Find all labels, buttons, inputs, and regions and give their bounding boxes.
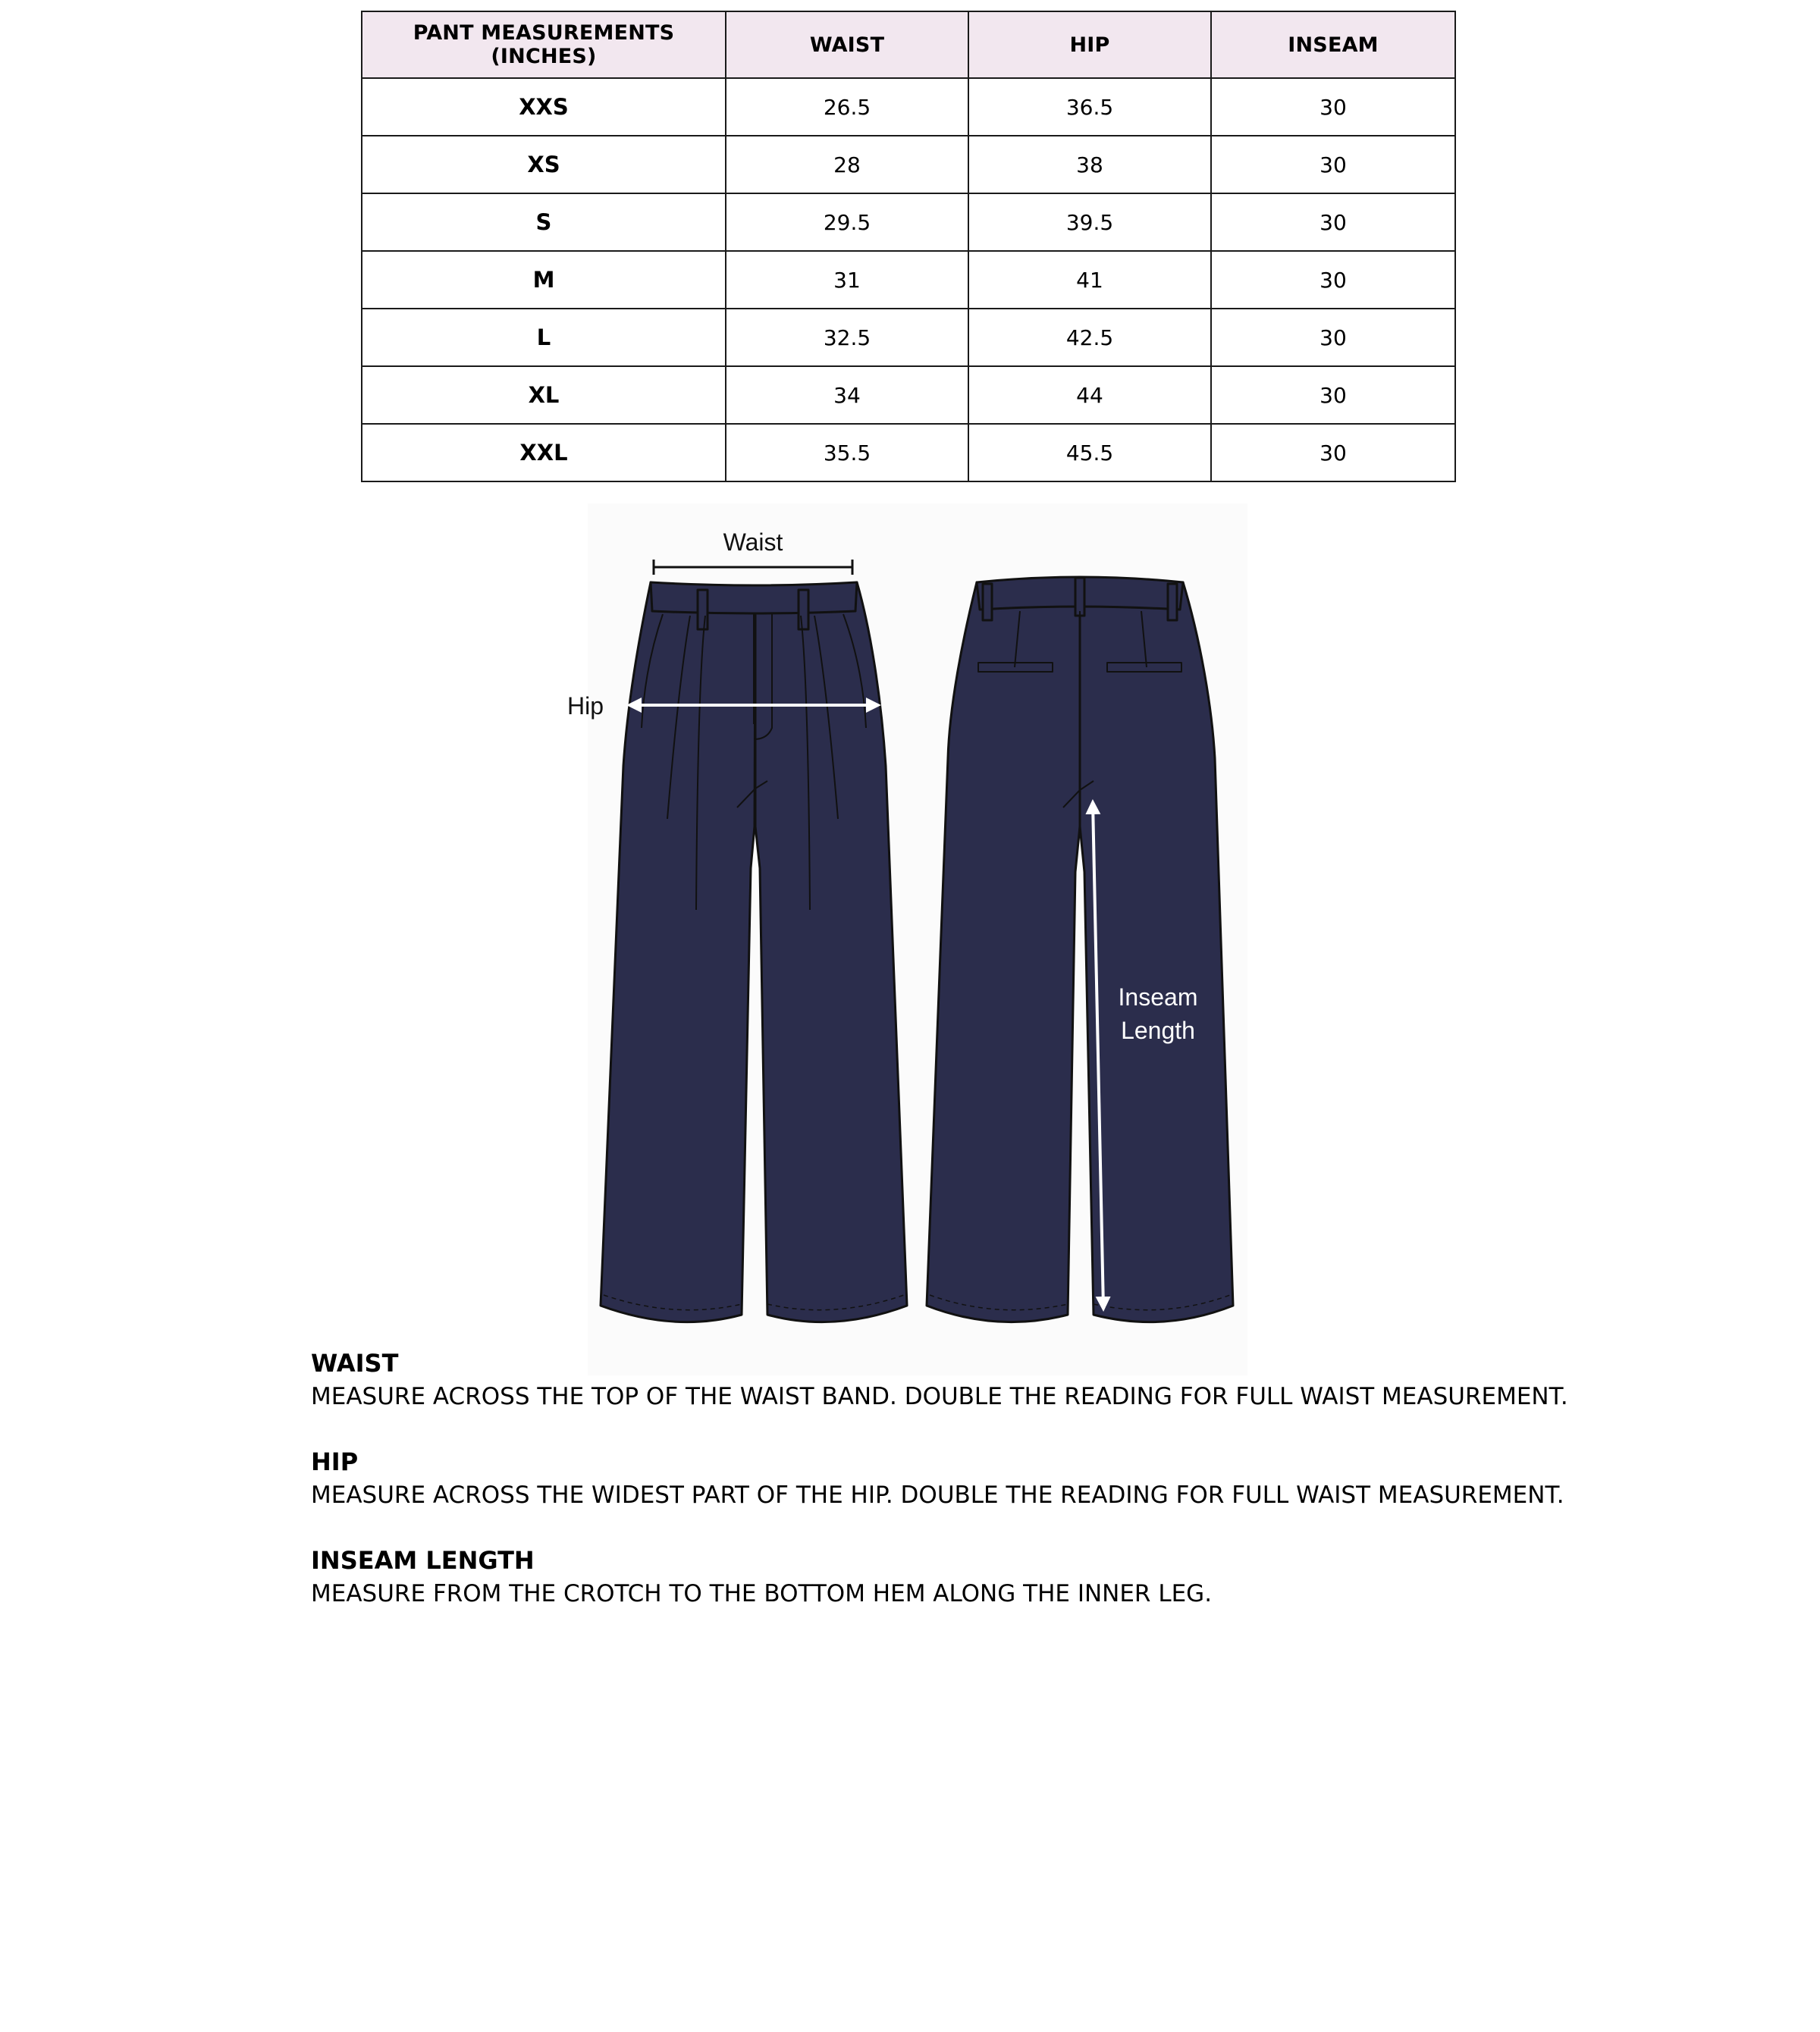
note-text: MEASURE FROM THE CROTCH TO THE BOTTOM HEM ALONG THE INNER LEG.	[311, 1580, 1213, 1607]
header-inseam: INSEAM	[1211, 11, 1455, 78]
note-title: INSEAM LENGTH	[311, 1546, 535, 1575]
header-size: PANT MEASUREMENTS (INCHES)	[362, 11, 726, 78]
inseam-cell: 30	[1211, 193, 1455, 251]
waist-cell: 26.5	[726, 78, 968, 136]
hip-cell: 44	[968, 366, 1211, 424]
waist-cell: 32.5	[726, 309, 968, 366]
size-cell: XL	[362, 366, 726, 424]
hip-cell: 38	[968, 136, 1211, 193]
belt-loop	[799, 590, 808, 629]
hip-cell: 41	[968, 251, 1211, 309]
note-text: MEASURE ACROSS THE WIDEST PART OF THE HIP. DOUBLE THE READING FOR FULL WAIST MEASUREMENT.	[311, 1482, 1564, 1509]
belt-loop	[1075, 578, 1084, 616]
note-inseam	[311, 1544, 1797, 1610]
belt-loop	[983, 584, 992, 620]
size-cell: XXS	[362, 78, 726, 136]
size-cell: L	[362, 309, 726, 366]
hip-label: Hip	[567, 692, 604, 720]
note-title: WAIST	[311, 1349, 399, 1378]
waist-label: Waist	[723, 528, 783, 556]
inseam-label-line1: Inseam	[1118, 983, 1198, 1011]
size-cell: S	[362, 193, 726, 251]
hip-cell: 45.5	[968, 424, 1211, 481]
size-cell: M	[362, 251, 726, 309]
inseam-cell: 30	[1211, 366, 1455, 424]
note-text: MEASURE ACROSS THE TOP OF THE WAIST BAND. DOUBLE THE READING FOR FULL WAIST MEASUREMENT.	[311, 1383, 1568, 1410]
waist-cell: 29.5	[726, 193, 968, 251]
header-hip: HIP	[968, 11, 1211, 78]
waist-cell: 35.5	[726, 424, 968, 481]
note-hip	[311, 1445, 1797, 1512]
header-waist: WAIST	[726, 11, 968, 78]
belt-loop	[698, 590, 708, 629]
inseam-cell: 30	[1211, 136, 1455, 193]
hip-cell: 36.5	[968, 78, 1211, 136]
inseam-cell: 30	[1211, 251, 1455, 309]
size-cell: XXL	[362, 424, 726, 481]
inseam-cell: 30	[1211, 424, 1455, 481]
hip-cell: 39.5	[968, 193, 1211, 251]
front-waistband	[651, 582, 857, 613]
size-cell: XS	[362, 136, 726, 193]
note-title: HIP	[311, 1447, 359, 1476]
inseam-cell: 30	[1211, 309, 1455, 366]
inseam-cell: 30	[1211, 78, 1455, 136]
waist-cell: 28	[726, 136, 968, 193]
waist-cell: 31	[726, 251, 968, 309]
measurement-instructions	[311, 1347, 1797, 1642]
hip-cell: 42.5	[968, 309, 1211, 366]
note-waist	[311, 1347, 1797, 1413]
belt-loop	[1168, 584, 1177, 620]
inseam-label-line2: Length	[1121, 1017, 1195, 1044]
waist-cell: 34	[726, 366, 968, 424]
